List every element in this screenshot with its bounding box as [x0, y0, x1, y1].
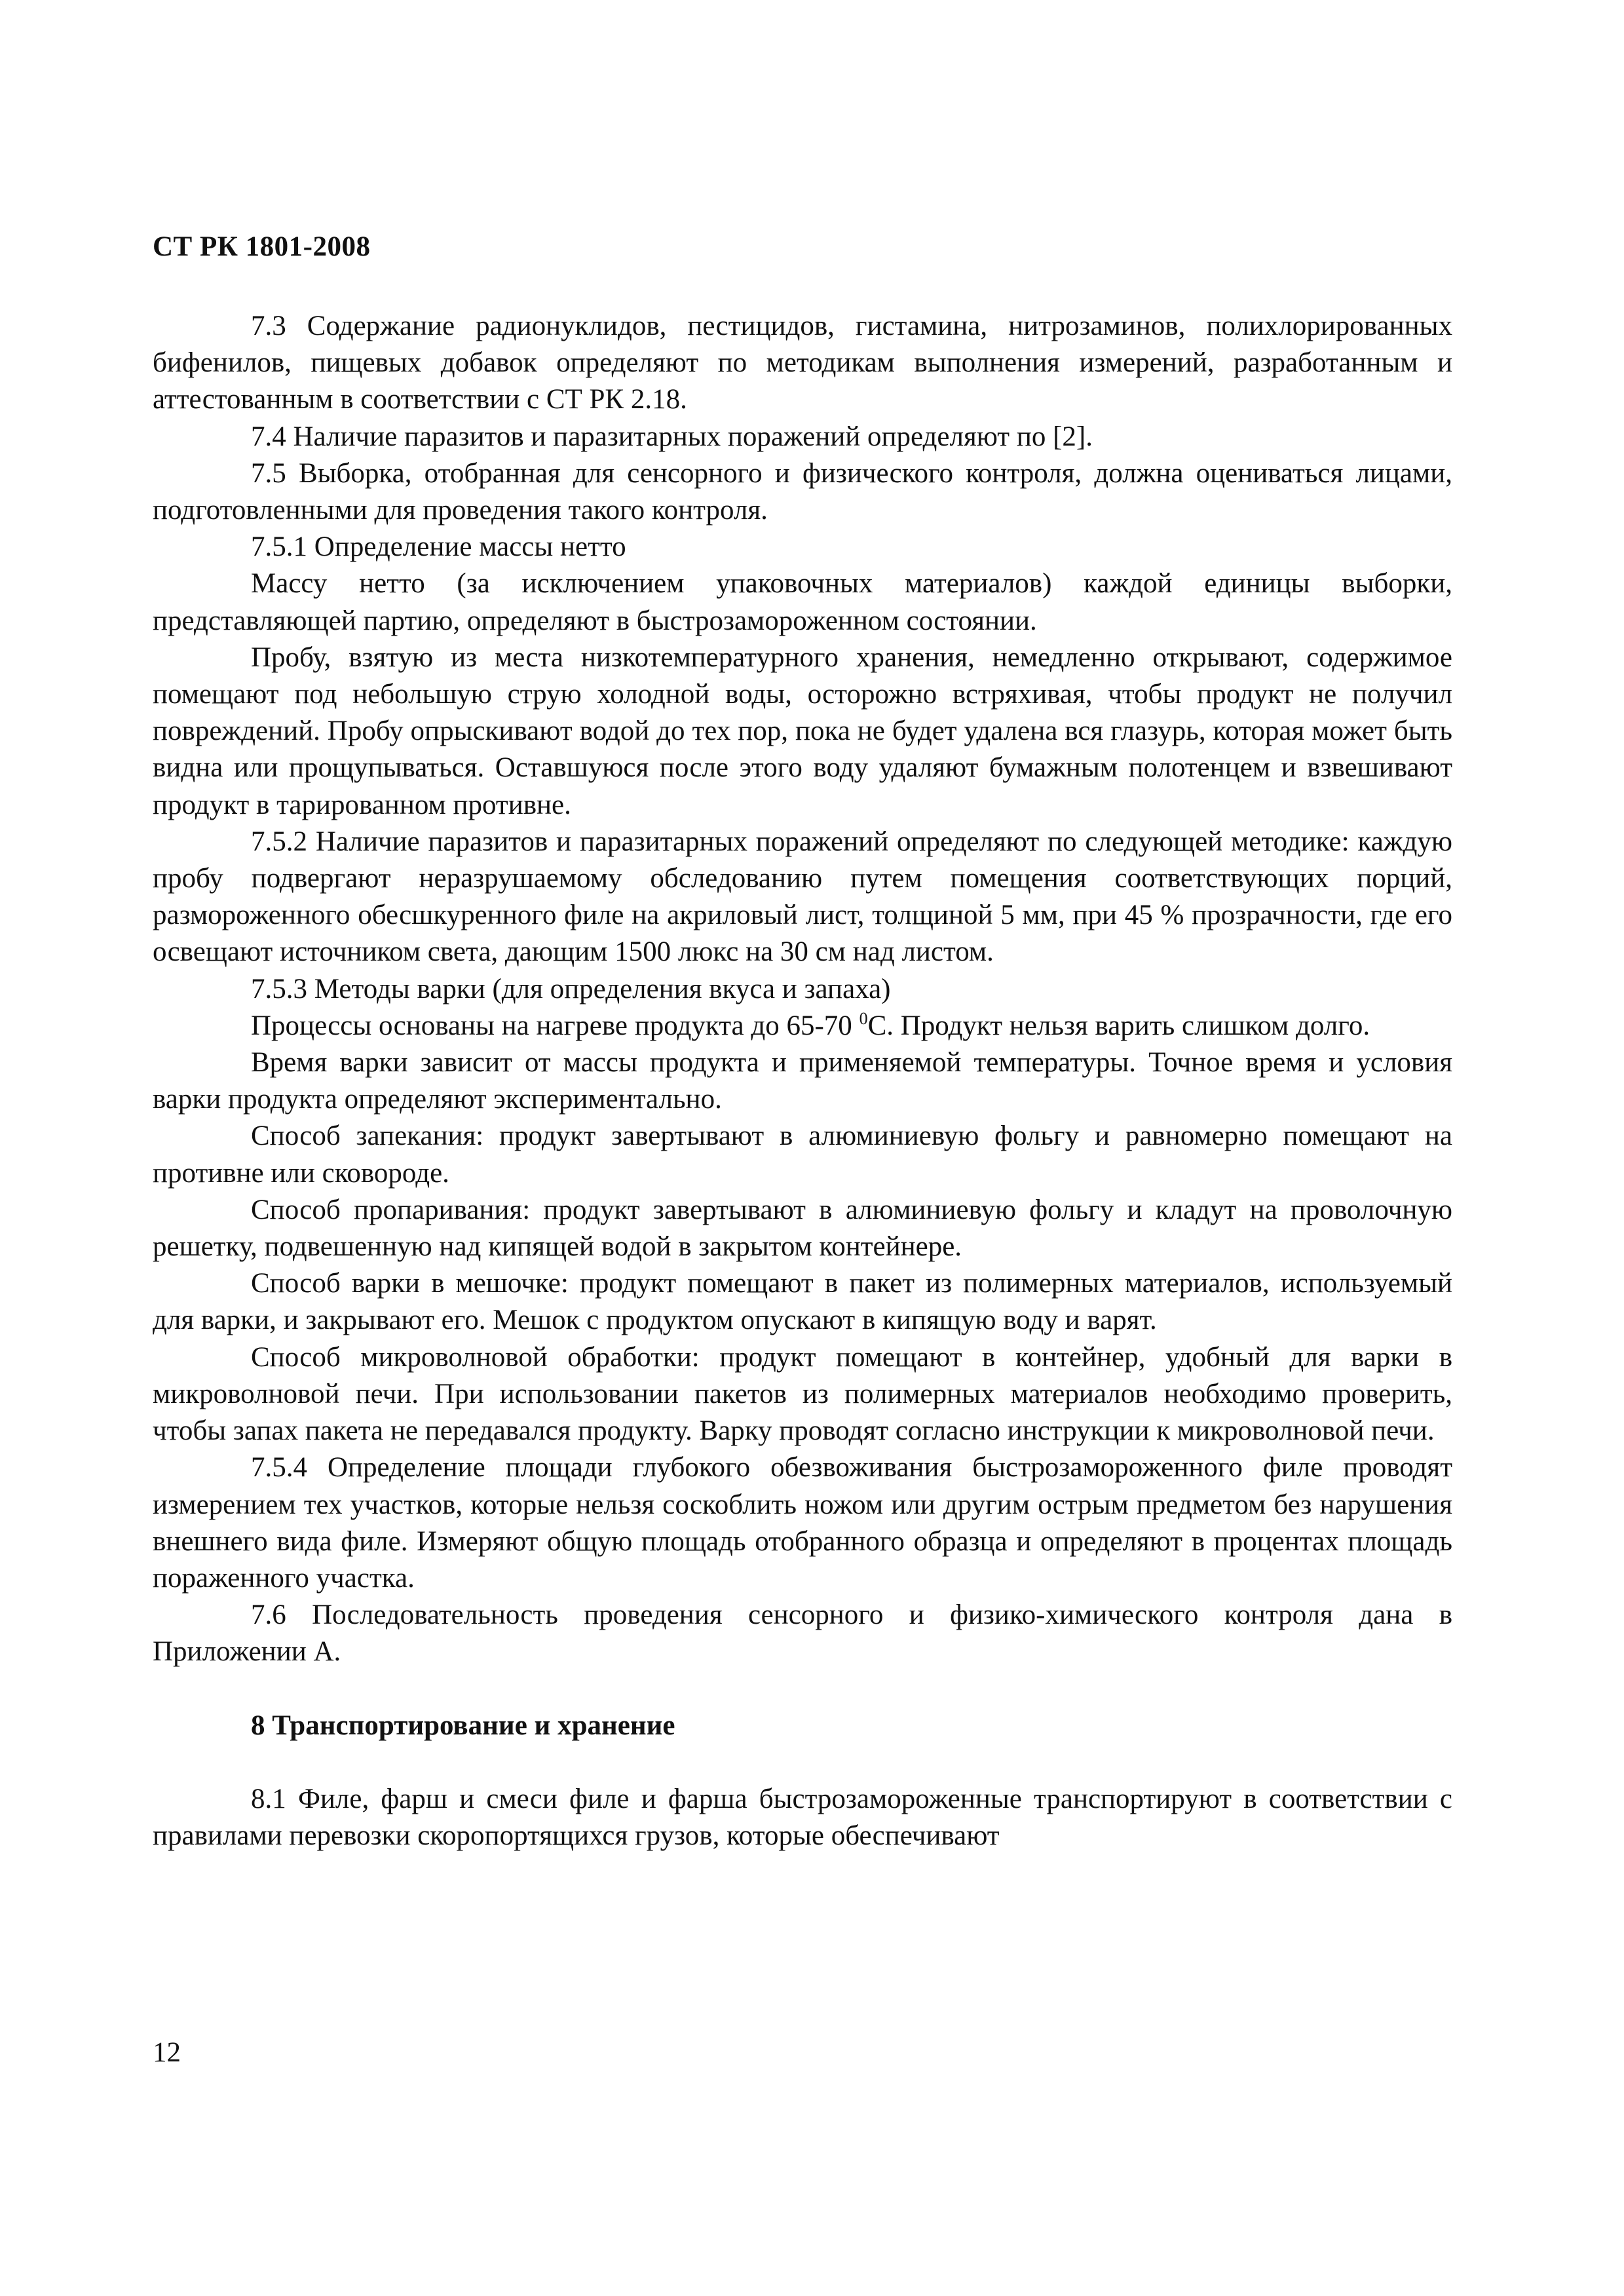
paragraph-bag-cooking: Способ варки в мешочке: продукт помещают в пакет из полимерных материалов, используемый для варки, и закрывают его. Мешок с продуктом опускают в кипящую воду и варят.	[153, 1268, 1452, 1336]
paragraph-microwave: Способ микроволновой обработки: продукт помещают в контейнер, удобный для варки в микроволновой печи. При использовании пакетов из полимерных материалов необходимо проверить, чтобы запах пакета не передавался продукту. Варку проводят согласно инструкции к микроволновой печи.	[153, 1341, 1452, 1447]
paragraph-7-5: 7.5 Выборка, отобранная для сенсорного и физического контроля, должна оцениваться лицами, подготовленными для проведения такого контроля.	[153, 457, 1452, 526]
paragraph-net-mass: Массу нетто (за исключением упаковочных материалов) каждой единицы выборки, представляющей партию, определяют в быстрозамороженном состоянии.	[153, 568, 1452, 636]
paragraph-7-5-3: 7.5.3 Методы варки (для определения вкуса и запаха)	[251, 973, 891, 1004]
process-text-start: Процессы основаны на нагреве продукта до 65-70	[251, 1010, 859, 1041]
degree-superscript: 0	[859, 1008, 868, 1028]
paragraph-8-1: 8.1 Филе, фарш и смеси филе и фарша быстрозамороженные транспортируют в соответствии с правилами перевозки скоропортящихся грузов, которые обеспечивают	[153, 1783, 1452, 1851]
paragraph-7-5-2: 7.5.2 Наличие паразитов и паразитарных поражений определяют по следующей методике: каждую пробу подвергают неразрушаемому обследованию путем помещения соответствующих порций, размороженного обесшкуренного филе на акриловый лист, толщиной 5 мм, при 45 % прозрачности, где его освещают источником света, дающим 1500 люкс на 30 см над листом.	[153, 826, 1452, 968]
paragraph-7-5-1: 7.5.1 Определение массы нетто	[251, 531, 626, 563]
paragraph-baking: Способ запекания: продукт завертывают в алюминиевую фольгу и равномерно помещают на противне или сковороде.	[153, 1120, 1452, 1189]
paragraph-7-6: 7.6 Последовательность проведения сенсорного и физико-химического контроля дана в Приложении А.	[153, 1599, 1452, 1668]
paragraph-7-5-4: 7.5.4 Определение площади глубокого обезвоживания быстрозамороженного филе проводят измерением тех участков, которые нельзя соскоблить ножом или другим острым предметом без нарушения внешнего вида филе. Измеряют общую площадь отобранного образца и определяют в процентах площадь пораженного участка.	[153, 1452, 1452, 1594]
paragraph-cooking-time: Время варки зависит от массы продукта и применяемой температуры. Точное время и условия варки продукта определяют экспериментально.	[153, 1047, 1452, 1115]
standard-header: СТ РК 1801-2008	[153, 231, 371, 262]
paragraph-sample: Пробу, взятую из места низкотемпературного хранения, немедленно открывают, содержимое помещают под небольшую струю холодной воды, осторожно встряхивая, чтобы продукт не получил повреждений. Пробу опрыскивают водой до тех пор, пока не будет удалена вся глазурь, которая может быть видна или прощупываться. Оставшуюся после этого воду удаляют бумажным полотенцем и взвешивают продукт в тарированном противне.	[153, 641, 1452, 820]
paragraph-steaming: Способ пропаривания: продукт завертывают в алюминиевую фольгу и кладут на проволочную решетку, подвешенную над кипящей водой в закрытом контейнере.	[153, 1194, 1452, 1263]
paragraph-7-4: 7.4 Наличие паразитов и паразитарных поражений определяют по [2].	[251, 421, 1093, 452]
document-body	[153, 308, 1452, 1854]
section-8-heading: 8 Транспортирование и хранение	[251, 1710, 675, 1741]
paragraph-process	[153, 1008, 1452, 1044]
process-text-end: С. Продукт нельзя варить слишком долго.	[867, 1010, 1370, 1041]
page-number: 12	[153, 2037, 181, 2068]
paragraph-7-3: 7.3 Содержание радионуклидов, пестицидов, гистамина, нитрозаминов, полихлорированных бифенилов, пищевых добавок определяют по методикам выполнения измерений, разработанным и аттестованным в соответствии с СТ РК 2.18.	[153, 311, 1452, 415]
